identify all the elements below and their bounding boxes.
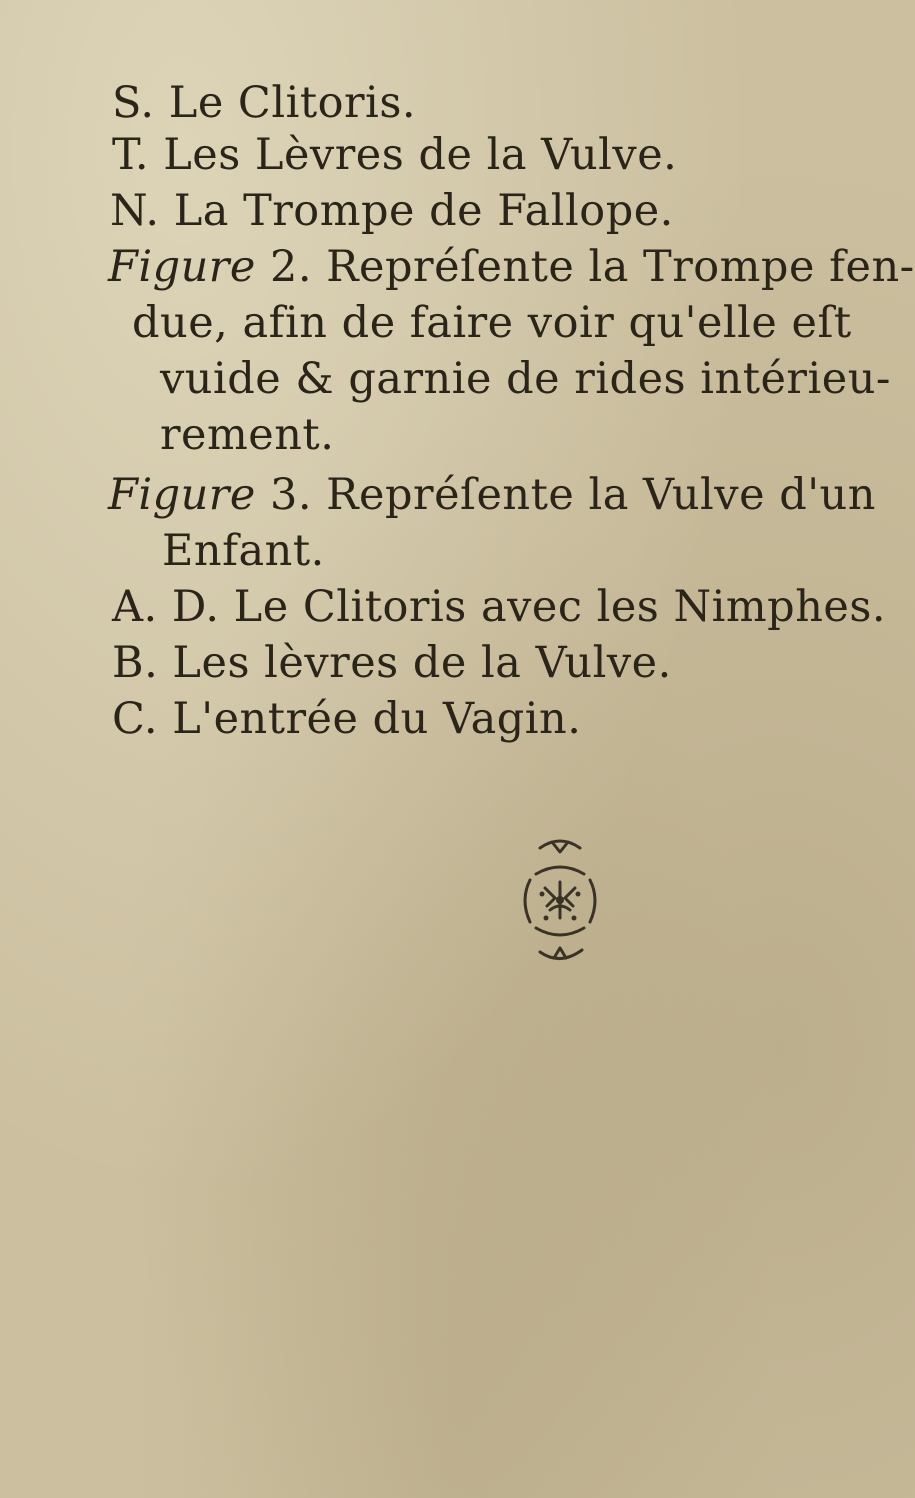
- figure-3-caption-text: 3. Repréſente la Vulve d'un: [255, 470, 876, 520]
- legend-line-ad: A. D. Le Clitoris avec les Nimphes.: [112, 582, 887, 632]
- legend-line-c: C. L'entrée du Vagin.: [112, 694, 582, 744]
- legend-line-n: N. La Trompe de Fallope.: [110, 186, 674, 236]
- legend-line-s: S. Le Clitoris.: [112, 78, 417, 128]
- figure-3-caption-line-1: [108, 470, 876, 520]
- figure-2-caption-line-2: due, afin de faire voir qu'elle eſt: [132, 298, 852, 348]
- figure-2-caption-line-1: [108, 242, 915, 292]
- figure-2-label: Figure: [108, 242, 256, 292]
- figure-2-caption-line-4: rement.: [160, 410, 335, 460]
- legend-line-b: B. Les lèvres de la Vulve.: [112, 638, 672, 688]
- figure-3-label: Figure: [108, 470, 256, 520]
- figure-3-caption-line-2: Enfant.: [162, 526, 325, 576]
- figure-2-caption-text: 2. Repréſente la Trompe fen-: [255, 242, 915, 292]
- figure-2-caption-line-3: vuide & garnie de rides intérieu-: [160, 354, 891, 404]
- floral-tailpiece-icon: [500, 830, 620, 970]
- legend-line-t: T. Les Lèvres de la Vulve.: [112, 130, 678, 180]
